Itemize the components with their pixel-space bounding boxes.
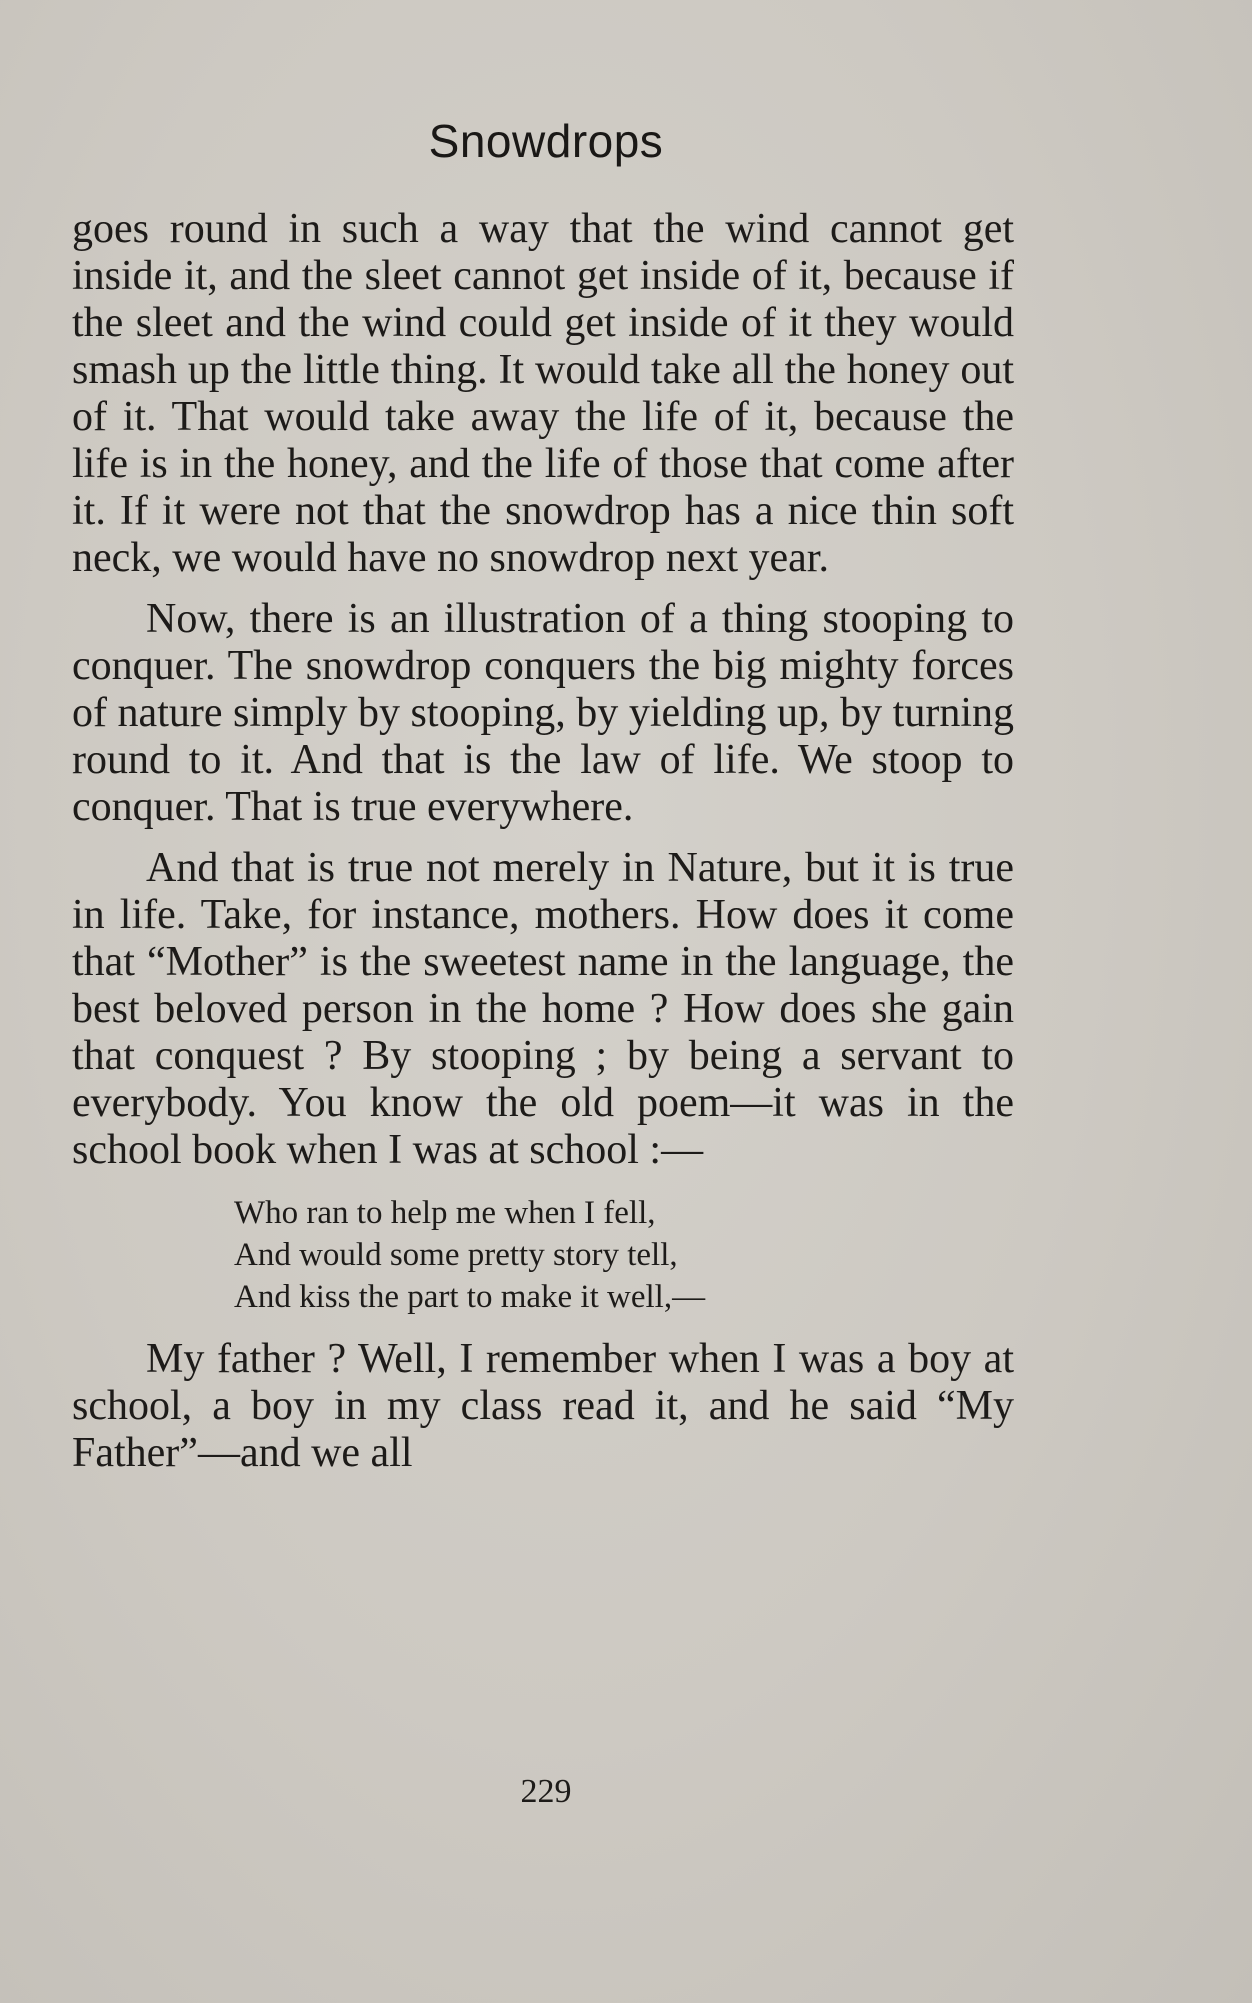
poem-line: And kiss the part to make it well,— xyxy=(234,1279,706,1315)
body-text xyxy=(72,206,1014,1491)
poem-quote xyxy=(234,1192,1014,1318)
paragraph-continued: goes round in such a way that the wind cannot get inside it, and the sleet cannot get inside of it, because if the sleet and the wind could get inside of it they would smash up the little thing. It would take all the honey out of it. That would take away the life of it, because the life is in the honey, and the life of those that come after it. If it were not that the snowdrop has a nice thin soft neck, we would have no snowdrop next year. xyxy=(72,206,1014,581)
poem-line: And would some pretty story tell, xyxy=(234,1237,678,1273)
running-head: Snowdrops xyxy=(428,115,664,167)
paragraph-stooping: Now, there is an illustration of a thing stooping to conquer. The snowdrop conquers the big mighty forces of nature simply by stooping, by yielding up, by turning round to it. And that is the law of life. We stoop to conquer. That is true everywhere. xyxy=(72,596,1014,830)
page-number: 229 xyxy=(520,1773,572,1810)
paragraph-mothers: And that is true not merely in Nature, but it is true in life. Take, for instance, mothers. How does it come that “Mother” is the sweetest name in the language, the best beloved person in the home ? How does she gain that conquest ? By stooping ; by being a servant to everybody. You know the old poem—it was in the school book when I was at school :— xyxy=(72,845,1014,1173)
poem-line: Who ran to help me when I fell, xyxy=(234,1195,656,1231)
paragraph-father: My father ? Well, I remember when I was a boy at school, a boy in my class read it, and he said “My Father”—and we all xyxy=(72,1336,1014,1476)
